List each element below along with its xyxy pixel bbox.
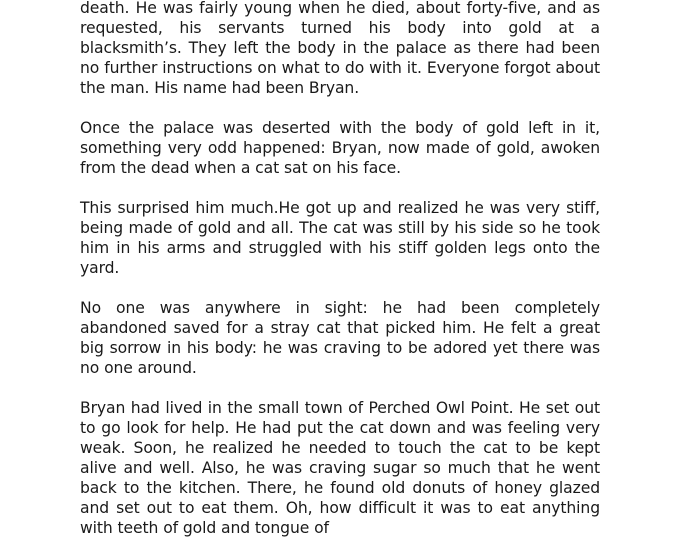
paragraph-5: Bryan had lived in the small town of Perched Owl Point. He set out to go look for help. He had put the cat down and was feeling very weak. Soon, he realized he needed to touch the cat to be kept alive and well. Also, he was craving sugar so much that he went back to the kitchen. There, he found old donuts of honey glazed and set out to eat them. Oh, how difficult it was to eat anything with teeth of gold and tongue of <box>80 399 600 537</box>
document-page <box>80 0 600 558</box>
paragraph-1: death. He was fairly young when he died, about forty-five, and as requested, his servants turned his body into gold at a blacksmith’s. They left the body in the palace as there had been no further instructions on what to do with it. Everyone forgot about the man. His name had been Bryan. <box>80 0 600 97</box>
paragraph-2: Once the palace was deserted with the body of gold left in it, something very odd happened: Bryan, now made of gold, awoken from the dead when a cat sat on his face. <box>80 119 600 177</box>
paragraph-3: This surprised him much.He got up and realized he was very stiff, being made of gold and all. The cat was still by his side so he took him in his arms and struggled with his stiff golden legs onto the yard. <box>80 199 600 277</box>
paragraph-4: No one was anywhere in sight: he had been completely abandoned saved for a stray cat that picked him. He felt a great big sorrow in his body: he was craving to be adored yet there was no one around. <box>80 299 600 377</box>
